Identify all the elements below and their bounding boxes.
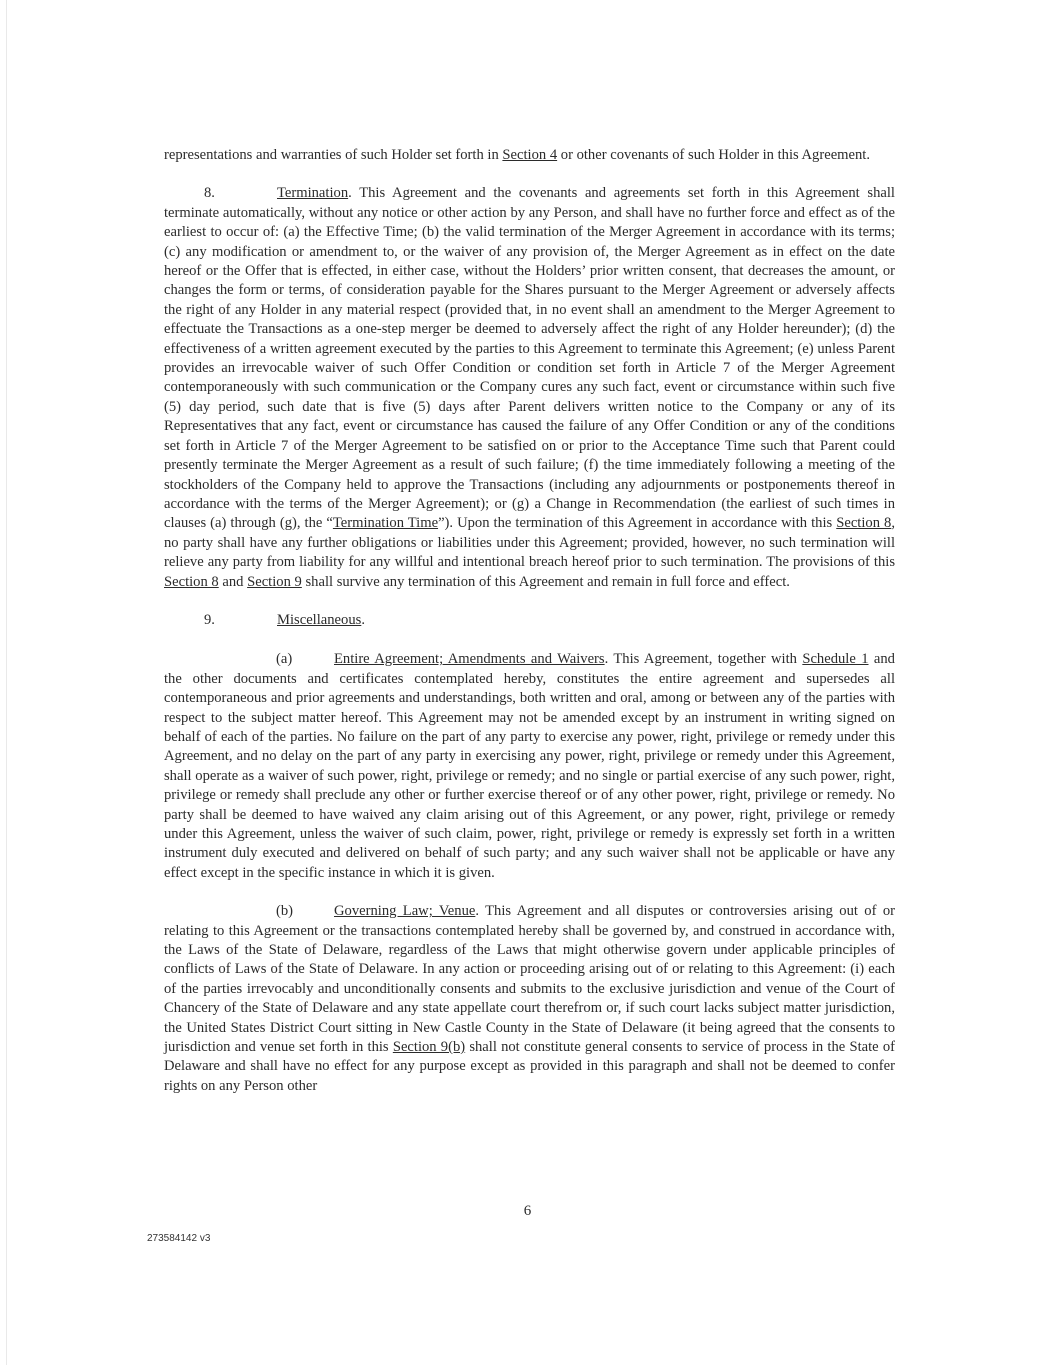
schedule-1-reference: Schedule 1: [802, 651, 869, 668]
page-edge: [6, 0, 7, 1365]
section-9-reference: Section 9: [247, 573, 302, 590]
section-heading: Miscellaneous: [277, 611, 362, 628]
text-run: . This Agreement and the covenants and agreements set forth in this Agreement shall terminate automatically, without any notice or other action by any Person, and shall have no further force and effect as of the earliest to occur of: (a) the Effective Time; (b) the valid termination of the Merger Agreement in accordance with its terms; (c) any modification or amendment to, or the waiver of any provision of, the Merger Agreement as in effect on the date hereof or the Offer that is effected, in either case, without the Holders’ prior written consent, that decreases the amount, or changes the form or terms, of consideration payable for the Shares pursuant to the Merger Agreement or adversely affects the right of any Holder in any material respect (provided that, in no event shall an amendment to the Merger Agreement to effectuate the Transactions as a one-step merger be deemed to adversely affect the right of any Holder hereunder); (d) the effectiveness of a written agreement executed by the parties to this Agreement to terminate this Agreement; (e) unless Parent provides an irrevocable waiver of such Offer Condition or condition set forth in Article 7 of the Merger Agreement contemporaneously with such communication or the Company cures any such fact, event or circumstance within such five (5) day period, such date that is five (5) days after Parent delivers written notice to the Company or any of its Representatives that any fact, event or circumstance has caused the failure of any Offer Condition or any of the conditions set forth in Article 7 of the Merger Agreement to be satisfied on or prior to the Acceptance Time such that Parent could presently terminate the Merger Agreement as a result of such failure; (f) the time immediately following a meeting of the stockholders of the Company held to approve the Transactions (including any adjournments or postponements thereof in accordance with the terms of the Merger Agreement); or (g) a Change in Recommendation (the earliest of such times in clauses (a) through (g), the “: [164, 185, 895, 532]
text-run: , no party shall have any further obligations or liabilities under this Agreement; provided, however, no such termination will relieve any party from liability for any willful and intentional breach hereof prior to such termination. The provisions of this: [164, 515, 895, 571]
section-8-termination: [164, 184, 895, 592]
defined-term: Termination Time: [332, 515, 439, 532]
section-9a-entire-agreement: [164, 650, 895, 883]
subsection-heading: Entire Agreement; Amendments and Waivers: [334, 651, 605, 668]
text-run: representations and warranties of such Holder set forth in: [164, 147, 503, 163]
text-run: . This Agreement and all disputes or controversies arising out of or relating to this Agreement or the transactions contemplated hereby shall be governed by, and construed in accordance with, the Laws of the State of Delaware, regardless of the Laws that might otherwise govern under applicable principles of conflicts of Laws of the State of Delaware. In any action or proceeding arising out of or relating to this Agreement: (i) each of the parties irrevocably and unconditionally consents and submits to the exclusive jurisdiction and venue of the Court of Chancery of the State of Delaware and any state appellate court therefrom or, if such court lacks subject matter jurisdiction, the United States District Court sitting in New Castle County in the State of Delaware (it being agreed that the consents to jurisdiction and venue set forth in this: [164, 903, 895, 1056]
subsection-heading: Governing Law; Venue: [334, 903, 476, 920]
document-body: [164, 146, 895, 1115]
paragraph-intro: [164, 146, 895, 165]
document-id: 273584142 v3: [147, 1233, 211, 1244]
section-8-reference: Section 8: [836, 515, 892, 532]
text-run: . This Agreement, together with: [604, 651, 803, 668]
text-run: shall not constitute general consents to service of process in the State of Delaware and shall have no effect for any purpose except as provided in this paragraph and shall not be deemed to confer rights on any Person other: [164, 1039, 896, 1094]
text-run: and the other documents and certificates contemplated hereby, constitutes the entire agreement and supersedes all contemporaneous and prior agreements and understandings, both written and oral, among or between any of the parties with respect to the subject matter hereof. This Agreement may not be amended except by an instrument in writing signed on behalf of each of the parties. No failure on the part of any party to exercise any power, right, privilege or remedy under this Agreement, and no delay on the part of any party in exercising any power, right, privilege or remedy under this Agreement, shall operate as a waiver of such power, right, privilege or remedy; and no single or partial exercise of any such power, right, privilege or remedy shall preclude any other or further exercise thereof or of any other power, right, privilege or remedy. No party shall be deemed to have waived any claim arising out of this Agreement, or any power, right, privilege or remedy under this Agreement, unless the waiver of such claim, power, right, privilege or remedy is expressly set forth in a written instrument duly executed and delivered on behalf of such party; and any such waiver shall not be applicable or have any effect except in the specific instance in which it is given.: [164, 651, 895, 881]
section-8-reference: Section 8: [164, 573, 219, 590]
section-heading: Termination: [277, 185, 349, 202]
section-9b-governing-law: [164, 902, 895, 1096]
text-run: or other covenants of such Holder in this Agreement.: [557, 147, 870, 163]
section-9-miscellaneous: [164, 611, 895, 630]
text-run: ”). Upon the termination of this Agreement in accordance with this: [438, 515, 837, 532]
section-9b-reference: Section 9(b): [392, 1039, 466, 1056]
subsection-label: (b): [276, 903, 294, 920]
text-run: shall survive any termination of this Agreement and remain in full force and effect.: [301, 573, 790, 590]
section-number: 9.: [204, 611, 215, 628]
page-number: 6: [523, 1203, 532, 1219]
section-4-reference: Section 4: [502, 147, 558, 163]
text-run: .: [361, 611, 365, 628]
subsection-label: (a): [276, 651, 293, 668]
section-number: 8.: [204, 185, 215, 202]
text-run: and: [218, 573, 248, 590]
